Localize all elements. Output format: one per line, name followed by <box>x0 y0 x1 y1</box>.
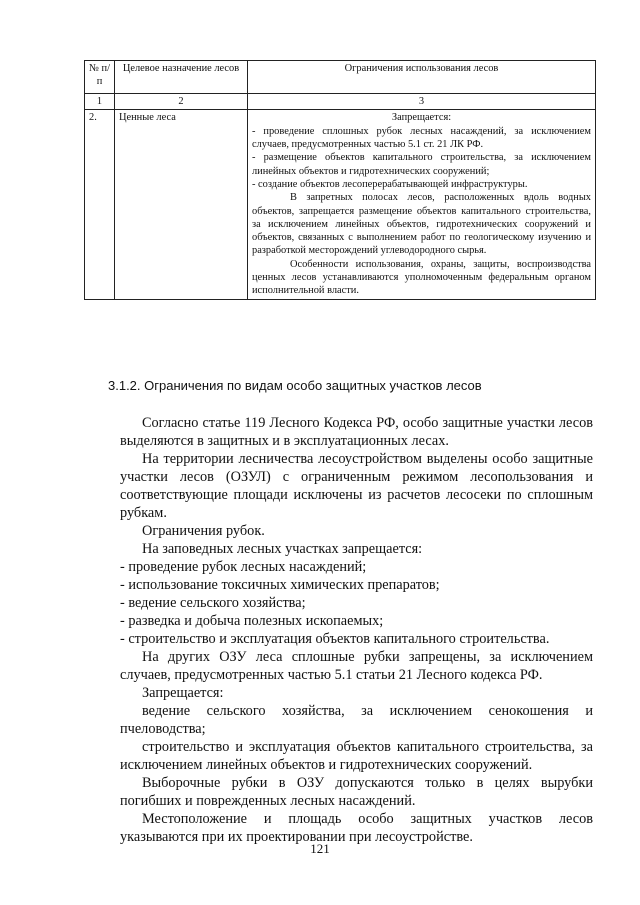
list-item: - проведение рубок лесных насаждений; <box>120 559 367 575</box>
paragraph: Согласно статье 119 Лесного Кодекса РФ, особо защитные участки лесов выделяются в защитных и в эксплуатационных лесах. <box>120 415 593 449</box>
list-item: - разведка и добыча полезных ископаемых; <box>120 613 384 629</box>
list-item: - ведение сельского хозяйства; <box>120 595 306 611</box>
header-restrictions: Ограничения использования лесов <box>248 61 596 94</box>
paragraph: На территории лесничества лесоустройством выделены особо защитные участки лесов (ОЗУЛ) с ограниченным режимом лесопользования и соответствующие площади исключены из расчетов лесосеки по сплошным рубкам. <box>120 451 593 521</box>
column-number-row <box>85 94 596 110</box>
header-purpose: Целевое назначение лесов <box>115 61 248 94</box>
paragraph: Запрещается: <box>142 685 224 701</box>
paragraph: На заповедных лесных участках запрещается: <box>142 541 423 557</box>
restrictions-heading: Запрещается: <box>391 112 452 124</box>
restriction-item: В запретных полосах лесов, расположенных вдоль водных объектов, запрещается размещение объектов капитального строительства, за исключением линейных объектов, гидротехнических сооружений и объектов, связанных с выполнением работ по геологическому изучению и разработкой месторождений углеводородного сырья. <box>252 192 591 257</box>
restriction-item: - размещение объектов капитального строительства, за исключением линейных объектов и гидротехнических сооружений; <box>252 152 591 177</box>
table-row <box>85 110 596 299</box>
table-header-row <box>85 61 596 94</box>
row-number: 2. <box>85 110 115 299</box>
section-title: 3.1.2. Ограничения по видам особо защитных участков лесов <box>108 378 482 393</box>
row-purpose: Ценные леса <box>115 110 248 299</box>
header-number: № п/п <box>85 61 115 94</box>
restriction-item: - создание объектов лесоперерабатывающей инфраструктуры. <box>252 178 528 190</box>
restrictions-table <box>84 60 596 300</box>
list-item: - использование токсичных химических препаратов; <box>120 577 440 593</box>
paragraph: На других ОЗУ леса сплошные рубки запрещены, за исключением случаев, предусмотренных частью 5.1 статьи 21 Лесного кодекса РФ. <box>120 649 593 683</box>
paragraph: Местоположение и площадь особо защитных участков лесов указываются при их проектировании при лесоустройстве. <box>120 811 593 845</box>
column-number: 2 <box>115 94 248 110</box>
paragraph: Ограничения рубок. <box>142 523 265 539</box>
page-number: 121 <box>310 841 330 856</box>
column-number: 1 <box>85 94 115 110</box>
row-restrictions <box>248 110 596 299</box>
list-item: - строительство и эксплуатация объектов капитального строительства. <box>120 631 550 647</box>
paragraph: строительство и эксплуатация объектов капитального строительства, за исключением линейных объектов и гидротехнических сооружений. <box>120 739 593 773</box>
paragraph: ведение сельского хозяйства, за исключением сенокошения и пчеловодства; <box>120 703 593 737</box>
paragraph: Выборочные рубки в ОЗУ допускаются только в целях вырубки погибших и поврежденных лесных насаждений. <box>120 775 593 809</box>
restriction-item: - проведение сплошных рубок лесных насаждений, за исключением случаев, предусмотренных частью 5.1 ст. 21 ЛК РФ. <box>252 125 591 150</box>
body-text <box>120 414 593 846</box>
column-number: 3 <box>248 94 596 110</box>
restriction-item: Особенности использования, охраны, защиты, воспроизводства ценных лесов устанавливаются уполномоченным федеральным органом исполнительной власти. <box>252 258 591 297</box>
